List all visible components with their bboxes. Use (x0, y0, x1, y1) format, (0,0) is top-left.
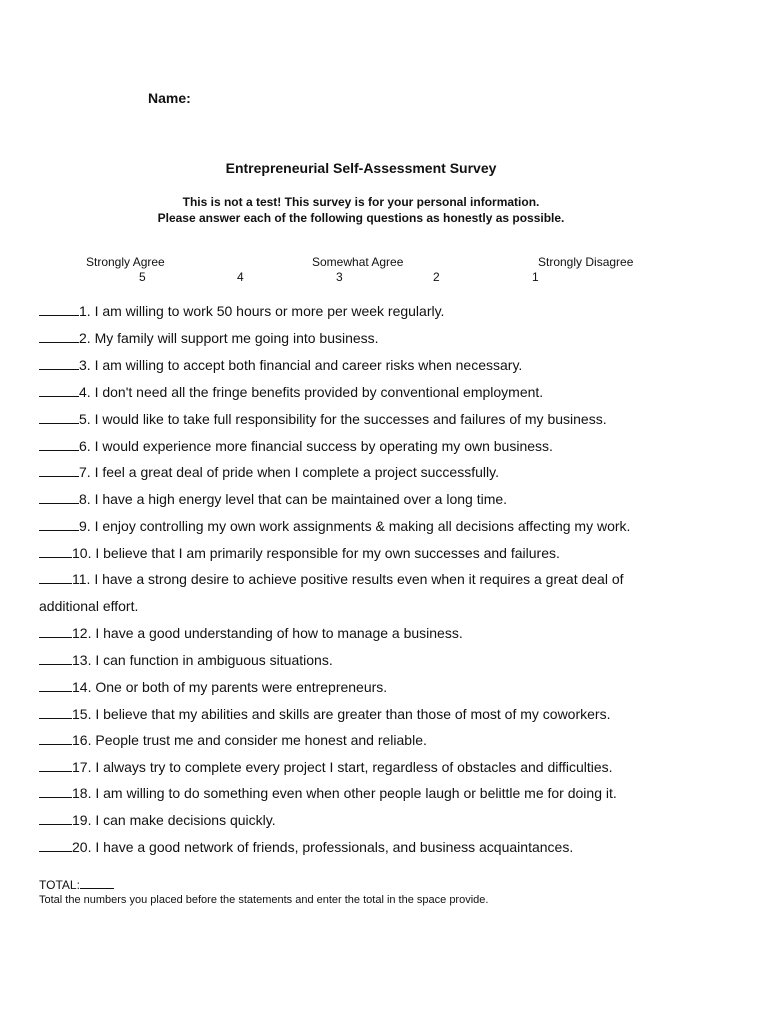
question-row (39, 811, 276, 829)
question-text: 18. I am willing to do something even when other people laugh or belittle me for doing it. (72, 785, 617, 801)
question-text: 4. I don't need all the fringe benefits provided by conventional employment. (79, 384, 544, 400)
question-row (39, 410, 607, 428)
answer-blank[interactable] (39, 678, 72, 692)
question-row (39, 302, 444, 320)
question-text: 11. I have a strong desire to achieve positive results even when it requires a great deal of (72, 571, 624, 587)
answer-blank[interactable] (39, 410, 79, 424)
answer-blank[interactable] (39, 329, 79, 343)
question-row (39, 490, 507, 508)
answer-blank[interactable] (39, 624, 72, 638)
scale-number-4: 4 (237, 270, 244, 284)
scale-number-5: 5 (139, 270, 146, 284)
answer-blank[interactable] (39, 463, 79, 477)
question-text: 16. People trust me and consider me honest and reliable. (72, 732, 427, 748)
answer-blank[interactable] (39, 570, 72, 584)
scale-number-1: 1 (532, 270, 539, 284)
answer-blank[interactable] (39, 705, 72, 719)
question-row (39, 463, 499, 481)
question-row (39, 624, 463, 642)
question-text: 8. I have a high energy level that can be maintained over a long time. (79, 491, 508, 507)
question-row (39, 570, 624, 588)
question-text: 1. I am willing to work 50 hours or more per week regularly. (79, 303, 445, 319)
answer-blank[interactable] (39, 383, 79, 397)
question-row (39, 383, 543, 401)
answer-blank[interactable] (39, 784, 72, 798)
question-text: 19. I can make decisions quickly. (72, 812, 276, 828)
answer-blank[interactable] (39, 437, 79, 451)
scale-label-somewhat-agree: Somewhat Agree (312, 255, 404, 269)
question-row (39, 678, 387, 696)
answer-blank[interactable] (39, 302, 79, 316)
answer-blank[interactable] (39, 517, 79, 531)
question-row (39, 356, 522, 374)
question-row (39, 544, 560, 562)
answer-blank[interactable] (39, 811, 72, 825)
question-text: 14. One or both of my parents were entrepreneurs. (72, 679, 388, 695)
question-row (39, 784, 617, 802)
question-text: 9. I enjoy controlling my own work assignments & making all decisions affecting my work. (79, 518, 631, 534)
answer-blank[interactable] (39, 731, 72, 745)
question-text: additional effort. (39, 598, 139, 614)
scale-label-strongly-agree: Strongly Agree (86, 255, 165, 269)
question-row (39, 329, 379, 347)
question-text: 13. I can function in ambiguous situations. (72, 652, 333, 668)
question-text: 12. I have a good understanding of how to manage a business. (72, 625, 463, 641)
question-text: 3. I am willing to accept both financial and career risks when necessary. (79, 357, 523, 373)
question-row (39, 838, 573, 856)
question-text: 20. I have a good network of friends, professionals, and business acquaintances. (72, 839, 574, 855)
scale-number-3: 3 (336, 270, 343, 284)
answer-blank[interactable] (39, 490, 79, 504)
question-row (39, 517, 630, 535)
answer-blank[interactable] (39, 758, 72, 772)
question-text: 6. I would experience more financial success by operating my own business. (79, 438, 553, 454)
question-text: 15. I believe that my abilities and skills are greater than those of most of my coworkers. (72, 706, 611, 722)
question-text: 17. I always try to complete every project I start, regardless of obstacles and difficulties. (72, 759, 613, 775)
answer-blank[interactable] (39, 651, 72, 665)
question-row (39, 437, 553, 455)
answer-blank[interactable] (39, 838, 72, 852)
question-text: 5. I would like to take full responsibility for the successes and failures of my business. (79, 411, 607, 427)
question-row (39, 705, 610, 723)
question-text: 7. I feel a great deal of pride when I complete a project successfully. (79, 464, 499, 480)
answer-blank[interactable] (39, 544, 72, 558)
question-row (39, 651, 333, 669)
intro-line-2: Please answer each of the following questions as honestly as possible. (157, 211, 565, 225)
question-text: 2. My family will support me going into business. (79, 330, 379, 346)
question-row (39, 758, 613, 776)
scale-number-2: 2 (433, 270, 440, 284)
scale-label-strongly-disagree: Strongly Disagree (538, 255, 634, 269)
total-label: TOTAL: (39, 878, 80, 892)
answer-blank[interactable] (39, 356, 79, 370)
question-row (39, 731, 427, 749)
total-blank[interactable] (80, 877, 114, 889)
question-text: 10. I believe that I am primarily responsible for my own successes and failures. (72, 545, 560, 561)
total-row (39, 877, 114, 892)
survey-title: Entrepreneurial Self-Assessment Survey (225, 160, 497, 176)
name-label: Name: (148, 90, 191, 106)
question-continuation (39, 597, 138, 615)
total-instructions: Total the numbers you placed before the statements and enter the total in the space provide. (39, 894, 489, 906)
intro-line-1: This is not a test! This survey is for your personal information. (182, 195, 540, 209)
